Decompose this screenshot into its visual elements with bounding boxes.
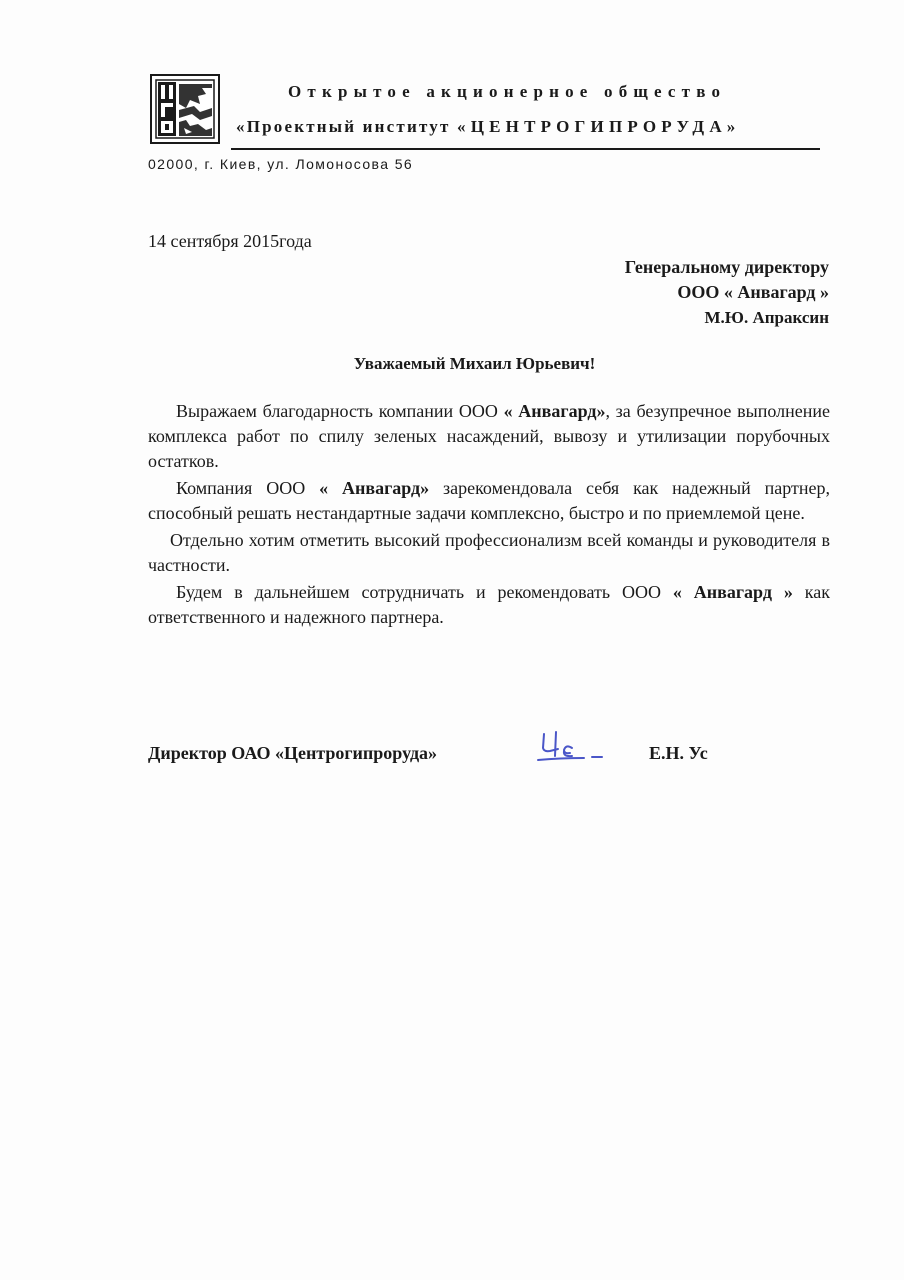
paragraph [148,528,830,578]
org-name [236,117,741,137]
paragraph-text: Отдельно хотим отметить высокий профессионализм всей команды и руководителя в частности. [148,530,830,575]
logo-icon [150,74,220,144]
letter-body [148,399,830,630]
salutation: Уважаемый Михаил Юрьевич! [353,354,596,373]
paragraph-text: , за безупречное выполнение комплекса работ по спилу зеленых насаждений, вывозу и утилизации порубочных остатков. [148,401,830,471]
paragraph-text: как ответственного и надежного партнера. [148,582,830,627]
paragraph-text: Выражаем благодарность компании ООО [176,401,504,421]
paragraph [148,580,830,630]
header-divider [231,148,820,150]
addressee-position: Генеральному директору [624,257,829,277]
company-logo [150,74,220,144]
addressee-company: ООО « Анвагард » [677,282,829,302]
signatory-title: Директор ОАО «Центрогипроруда» [148,743,438,763]
company-name: « Анвагард» [319,478,430,498]
org-name-prefix: «Проектный институт [236,117,457,136]
paragraph-text: зарекомендовала себя как надежный партнер, способный решать нестандартные задачи комплексно, быстро и по приемлемой цене. [148,478,830,523]
signatory-name: Е.Н. Ус [649,743,708,763]
letter-date: 14 сентября 2015года [148,231,312,251]
org-type: Открытое акционерное общество [288,82,727,101]
addressee-name: М.Ю. Апраксин [704,308,829,327]
company-address: 02000, г. Киев, ул. Ломоносова 56 [148,156,414,172]
paragraph-text: Будем в дальнейшем сотрудничать и рекомендовать ООО [176,582,673,602]
paragraph [148,476,830,526]
handwritten-signature [530,728,614,772]
paragraph-text: Компания ООО [176,478,320,498]
company-name: « Анвагард » [672,582,793,602]
company-name: « Анвагард» [503,401,606,421]
addressee-block [625,255,829,330]
org-name-caps: «ЦЕНТРОГИПРОРУДА» [457,117,741,136]
paragraph [148,399,830,474]
signature-icon [530,728,614,772]
